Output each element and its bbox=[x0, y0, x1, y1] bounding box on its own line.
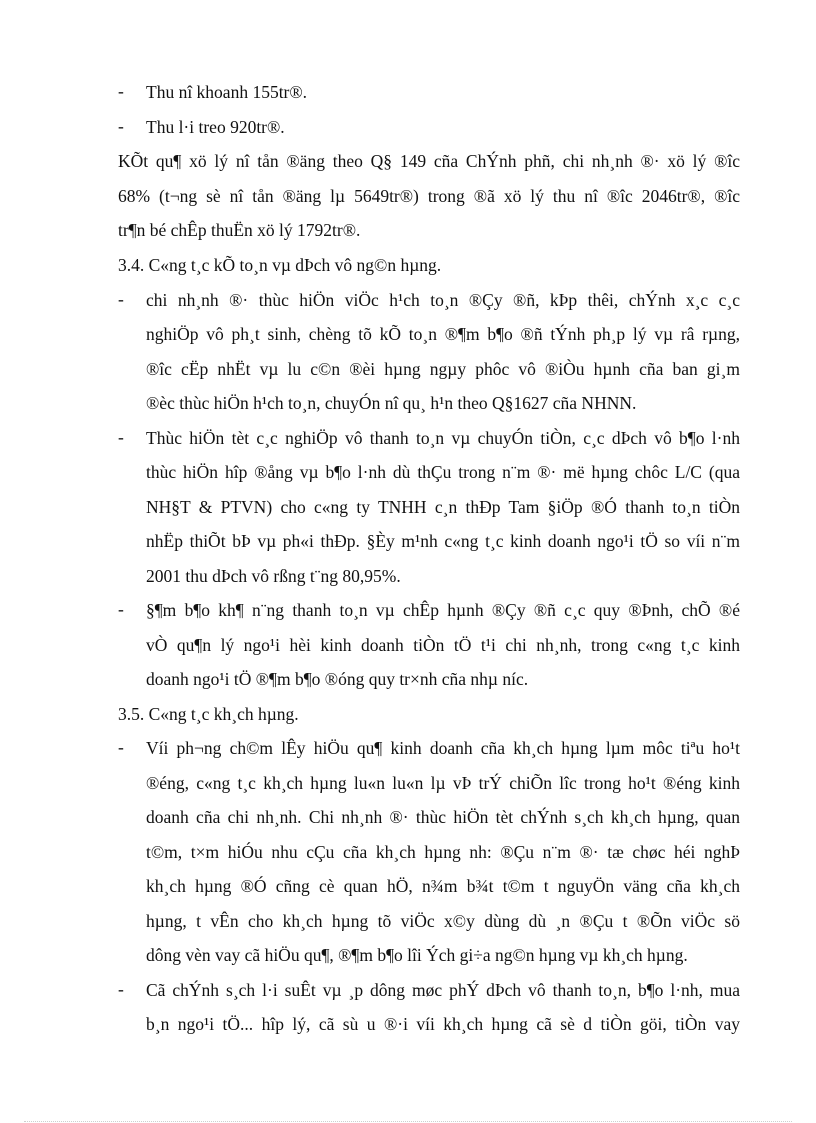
bullet-dash: - bbox=[118, 979, 124, 999]
text-line: ®èc thùc hiÖn h¹ch to¸n, chuyÓn nî qu¸ h¹n theo Q§1627 cña NHNN. bbox=[146, 393, 637, 413]
text-line: vÒ qu¶n lý ngo¹i hèi kinh doanh tiÒn tÖ t¹i chi nh¸nh, trong c«ng t¸c kinh bbox=[146, 635, 740, 655]
text-line: NH§T & PTVN) cho c«ng ty TNHH c¸n thÐp Tam §iÖp ®Ó thanh to¸n tiÒn bbox=[146, 497, 740, 517]
text-line: ®éng, c«ng t¸c kh¸ch hµng lu«n lu«n lµ vÞ trÝ chiÕn lîc trong ho¹t ®éng kinh bbox=[146, 773, 740, 793]
section-heading: 3.5. C«ng t¸c kh¸ch hµng. bbox=[118, 704, 299, 724]
text-line: doanh ngo¹i tÖ ®¶m b¶o ®óng quy tr×nh cña nhµ níc. bbox=[146, 669, 529, 689]
text-line: thùc hiÖn hîp ®ång vµ b¶o l·nh dù thÇu trong n¨m ®· më hµng chôc L/C (qua bbox=[146, 462, 740, 482]
section-heading: 3.4. C«ng t¸c kÕ to¸n vµ dÞch vô ng©n hµng. bbox=[118, 255, 442, 275]
text-line: doanh cña chi nh¸nh. Chi nh¸nh ®· thùc hiÖn tèt chÝnh s¸ch kh¸ch hµng, quan bbox=[146, 807, 740, 827]
text-line: Thùc hiÖn tèt c¸c nghiÖp vô thanh to¸n vµ chuyÓn tiÒn, c¸c dÞch vô b¶o l·nh bbox=[146, 428, 740, 448]
page-bottom-divider bbox=[24, 1121, 792, 1122]
text-line: Cã chÝnh s¸ch l·i suÊt vµ ¸p dông møc phÝ dÞch vô thanh to¸n, b¶o l·nh, mua bbox=[146, 980, 740, 1000]
text-line: §¶m b¶o kh¶ n¨ng thanh to¸n vµ chÊp hµnh ®Çy ®ñ c¸c quy ®Þnh, chÕ ®é bbox=[146, 600, 740, 620]
text-line: nghiÖp vô ph¸t sinh, chèng tõ kÕ to¸n ®¶m b¶o ®ñ tÝnh ph¸p lý vµ râ rµng, bbox=[146, 324, 740, 344]
bullet-dash: - bbox=[118, 289, 124, 309]
bullet-dash: - bbox=[118, 599, 124, 619]
text-line: 68% (t¬ng sè nî tån ®äng lµ 5649tr®) trong ®ã xö lý thu nî ®îc 2046tr®, ®îc bbox=[118, 186, 740, 206]
text-line: 2001 thu dÞch vô rßng t¨ng 80,95%. bbox=[146, 566, 401, 586]
bullet-dash: - bbox=[118, 81, 124, 101]
bullet-dash: - bbox=[118, 427, 124, 447]
text-line: Víi ph¬ng ch©m lÊy hiÖu qu¶ kinh doanh cña kh¸ch hµng lµm môc tiªu ho¹t bbox=[146, 738, 740, 758]
text-line: dông vèn vay cã hiÖu qu¶, ®¶m b¶o lîi Ých gi÷a ng©n hµng vµ kh¸ch hµng. bbox=[146, 945, 688, 965]
text-line: tr¶n bé chÊp thuËn xö lý 1792tr®. bbox=[118, 220, 361, 240]
text-line: b¸n ngo¹i tÖ... hîp lý, cã sù u ®·i víi kh¸ch hµng cã sè d tiÒn göi, tiÒn vay bbox=[146, 1014, 740, 1034]
text-line: hµng, t vÊn cho kh¸ch hµng tõ viÖc x©y dùng dù ¸n ®Çu t ®Õn viÖc sö bbox=[146, 911, 740, 931]
text-line: nhËp thiÕt bÞ vµ ph«i thÐp. §Èy m¹nh c«ng t¸c kinh doanh ngo¹i tÖ so víi n¨m bbox=[146, 531, 740, 551]
bullet-dash: - bbox=[118, 116, 124, 136]
text-line: Thu l·i treo 920tr®. bbox=[146, 117, 285, 137]
text-line: t©m, t×m hiÓu nhu cÇu cña kh¸ch hµng nh: ®Çu n¨m ®· tæ chøc héi nghÞ bbox=[146, 842, 740, 862]
text-line: kh¸ch hµng ®Ó cñng cè quan hÖ, n¾m b¾t t©m t nguyÖn väng cña kh¸ch bbox=[146, 876, 740, 896]
text-line: chi nh¸nh ®· thùc hiÖn viÖc h¹ch to¸n ®Çy ®ñ, kÞp thêi, chÝnh x¸c c¸c bbox=[146, 290, 740, 310]
bullet-dash: - bbox=[118, 737, 124, 757]
text-line: KÕt qu¶ xö lý nî tån ®äng theo Q§ 149 cña ChÝnh phñ, chi nh¸nh ®· xö lý ®îc bbox=[118, 151, 740, 171]
text-line: Thu nî khoanh 155tr®. bbox=[146, 82, 308, 102]
text-line: ®îc cËp nhËt vµ lu c©n ®èi hµng ngµy phôc vô ®iÒu hµnh cña ban gi¸m bbox=[146, 359, 740, 379]
